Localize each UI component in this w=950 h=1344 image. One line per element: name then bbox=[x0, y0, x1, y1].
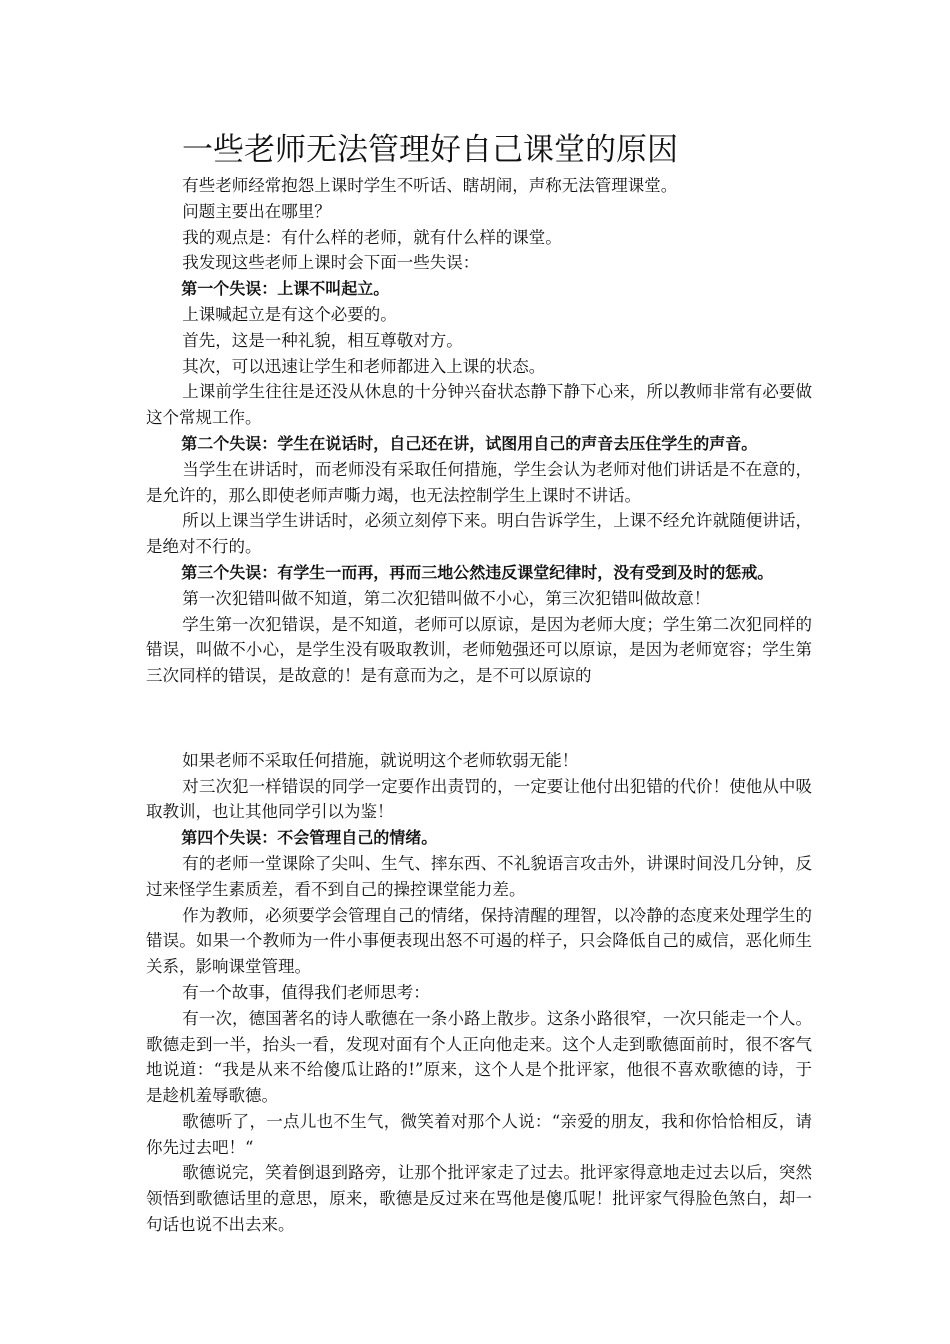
paragraph: 对三次犯一样错误的同学一定要作出责罚的，一定要让他付出犯错的代价！使他从中吸取教训，也让其他同学引以为鉴！ bbox=[146, 776, 812, 822]
document-title: 一些老师无法管理好自己课堂的原因 bbox=[182, 132, 678, 168]
paragraph-spacer bbox=[146, 705, 812, 731]
paragraph: 有一个故事，值得我们老师思考： bbox=[182, 982, 430, 1002]
section-heading: 第四个失误：不会管理自己的情绪。 bbox=[181, 828, 438, 848]
paragraph: 其次，可以迅速让学生和老师都进入上课的状态。 bbox=[182, 356, 546, 376]
paragraph: 有一次，德国著名的诗人歌德在一条小路上散步。这条小路很窄，一次只能走一个人。歌德走到一半，抬头一看，发现对面有个人正向他走来。这个人走到歌德面前时，很不客气地说道：“我是从来不给傻瓜让路的!”原来，这个人是个批评家，他很不喜欢歌德的诗，于是趁机羞辱歌德。 bbox=[146, 1008, 812, 1106]
paragraph: 当学生在讲话时，而老师没有采取任何措施，学生会认为老师对他们讲话是不在意的，是允许的，那么即使老师声嘶力竭，也无法控制学生上课时不讲话。 bbox=[146, 459, 812, 505]
paragraph: 我的观点是：有什么样的老师，就有什么样的课堂。 bbox=[182, 227, 562, 247]
paragraph-list bbox=[146, 173, 812, 1238]
paragraph: 有的老师一堂课除了尖叫、生气、摔东西、不礼貌语言攻击外，讲课时间没几分钟，反过来怪学生素质差，看不到自己的操控课堂能力差。 bbox=[146, 853, 812, 899]
paragraph: 歌德听了，一点儿也不生气，微笑着对那个人说：“亲爱的朋友，我和你恰恰相反，请你先过去吧！“ bbox=[146, 1111, 812, 1157]
paragraph: 作为教师，必须要学会管理自己的情绪，保持清醒的理智，以冷静的态度来处理学生的错误。如果一个教师为一件小事便表现出怒不可遏的样子，只会降低自己的威信，恶化师生关系，影响课堂管理。 bbox=[146, 905, 812, 977]
paragraph: 第一次犯错叫做不知道，第二次犯错叫做不小心，第三次犯错叫做故意！ bbox=[182, 588, 711, 608]
paragraph: 歌德说完，笑着倒退到路旁，让那个批评家走了过去。批评家得意地走过去以后，突然领悟到歌德话里的意思，原来，歌德是反过来在骂他是傻瓜呢！批评家气得脸色煞白，却一句话也说不出去来。 bbox=[146, 1163, 812, 1235]
section-heading: 第二个失误：学生在说话时，自己还在讲，试图用自己的声音去压住学生的声音。 bbox=[181, 433, 758, 453]
section-heading: 第一个失误：上课不叫起立。 bbox=[181, 279, 390, 299]
document-body bbox=[146, 128, 812, 1238]
paragraph: 学生第一次犯错误，是不知道，老师可以原谅，是因为老师大度；学生第二次犯同样的错误，叫做不小心，是学生没有吸取教训，老师勉强还可以原谅，是因为老师宽容；学生第三次同样的错误，是故意的！是有意而为之，是不可以原谅的 bbox=[146, 614, 812, 686]
section-heading: 第三个失误：有学生一而再，再而三地公然违反课堂纪律时，没有受到及时的惩戒。 bbox=[181, 562, 774, 582]
paragraph: 问题主要出在哪里？ bbox=[182, 201, 331, 221]
paragraph: 如果老师不采取任何措施，就说明这个老师软弱无能！ bbox=[182, 750, 579, 770]
paragraph: 上课喊起立是有这个必要的。 bbox=[182, 304, 397, 324]
paragraph: 首先，这是一种礼貌，相互尊敬对方。 bbox=[182, 330, 463, 350]
paragraph: 有些老师经常抱怨上课时学生不听话、瞎胡闹，声称无法管理课堂。 bbox=[182, 176, 678, 195]
paragraph: 上课前学生往往是还没从休息的十分钟兴奋状态静下静下心来，所以教师非常有必要做这个常规工作。 bbox=[146, 382, 812, 428]
paragraph: 所以上课当学生讲话时，必须立刻停下来。明白告诉学生，上课不经允许就随便讲话，是绝对不行的。 bbox=[146, 511, 812, 557]
paragraph: 我发现这些老师上课时会下面一些失误： bbox=[182, 253, 480, 273]
